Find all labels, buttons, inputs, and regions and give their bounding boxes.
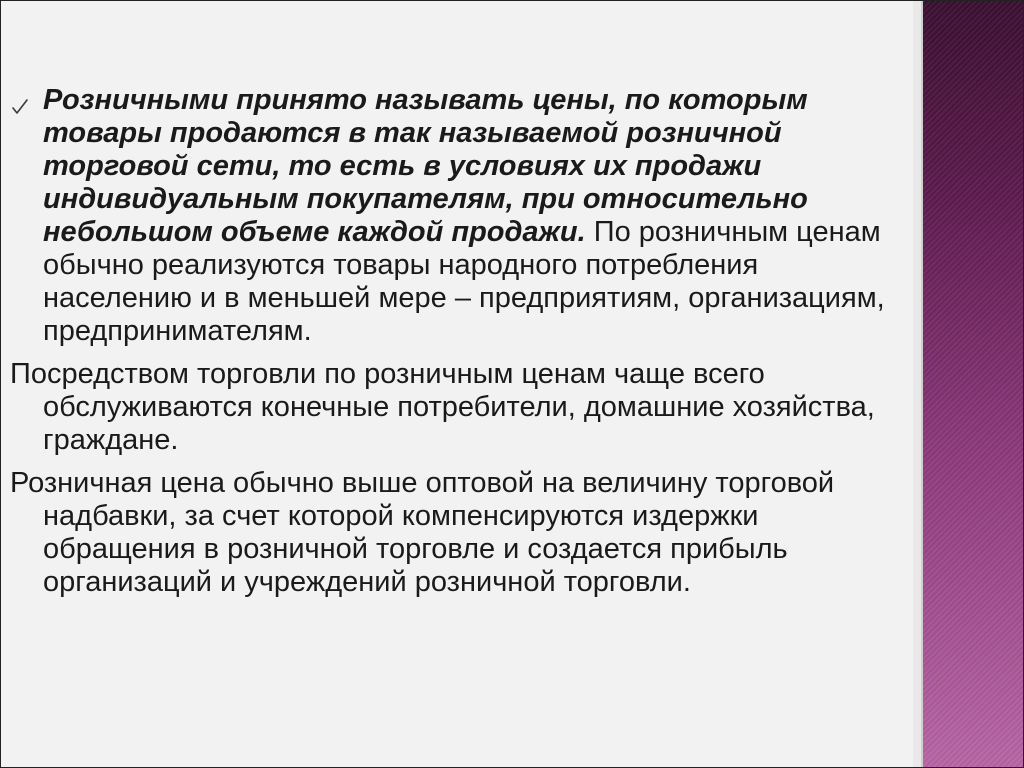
slide-body-text bbox=[10, 84, 905, 599]
checkmark-icon bbox=[11, 92, 29, 112]
paragraph-retail-markup: Розничная цена обычно выше оптовой на величину торговой надбавки, за счет которой компенсируются издержки обращения в розничной торговле и создается прибыль организаций и учреждений розничной торговли. bbox=[10, 467, 835, 598]
paragraph-retail-price-definition bbox=[10, 84, 905, 348]
paragraph-consumers: Посредством торговли по розничным ценам чаще всего обслуживаются конечные потребители, домашние хозяйства, граждане. bbox=[10, 358, 875, 456]
definition-bold-text: Розничными принято называть цены, по которым товары продаются в так называемой розничной торговой сети, то есть в условиях их продажи индивидуальным покупателям, при относительно небольшом объеме каждой продажи. bbox=[43, 84, 808, 248]
definition-regular-text: По розничным ценам обычно реализуются товары народного потребления населению и в меньшей мере – предприятиям, организациям, предпринимателям. bbox=[43, 216, 885, 347]
decorative-accent-bar bbox=[913, 0, 1024, 768]
